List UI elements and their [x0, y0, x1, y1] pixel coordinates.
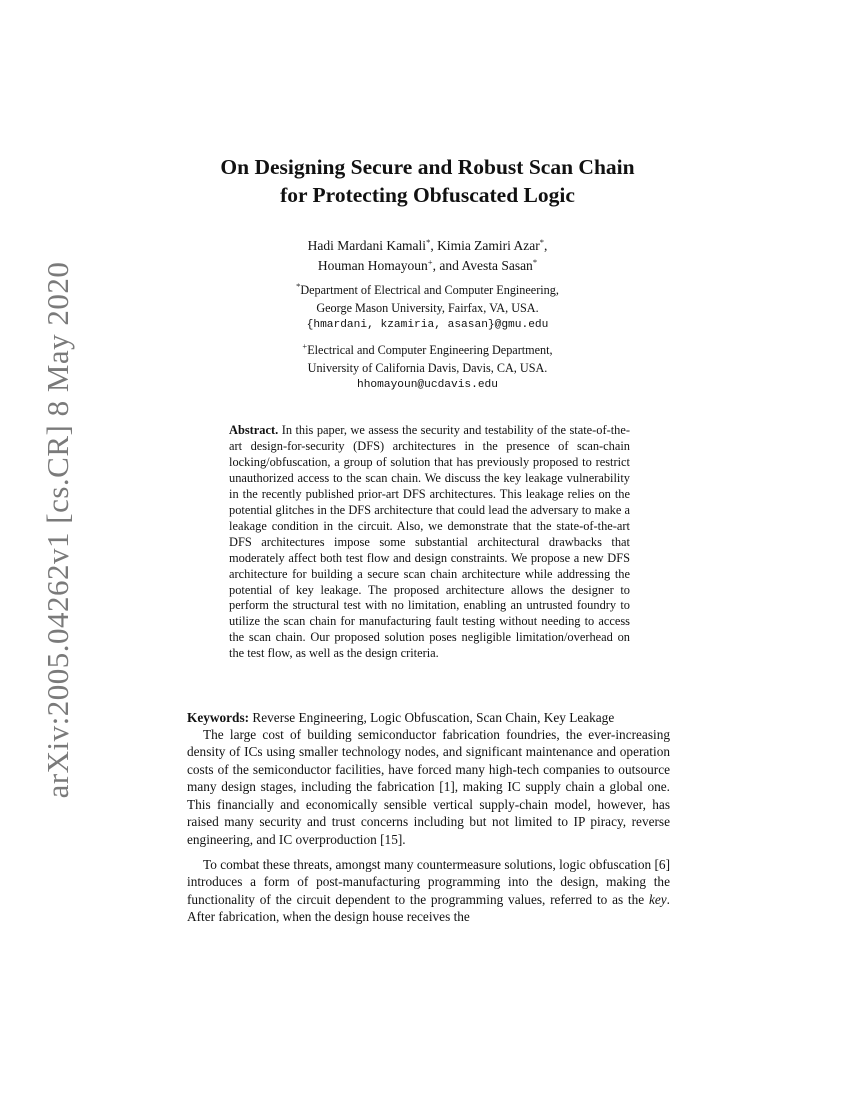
affiliation-institution: George Mason University, Fairfax, VA, USA.: [316, 300, 539, 315]
intro-paragraph-1: The large cost of building semiconductor fabrication foundries, the ever-increasing density of ICs using smaller technology nodes, and significant maintenance and operation costs of the semiconductor facilities, have forced many high-tech companies to outsource many design stages, including the fabrication [1], making IC supply chain a global one. This financially and economically sensible vertical supply-chain model, however, has raised many security and trust concerns including but not limited to IP piracy, reverse engineering, and IC overproduction [15].: [187, 727, 670, 847]
author-name: Hadi Mardani Kamali: [307, 238, 427, 253]
affiliation-institution: University of California Davis, Davis, CA, USA.: [307, 360, 548, 375]
affiliation-mark: *: [532, 257, 538, 267]
affiliation-ucdavis: [150, 342, 705, 395]
author-name: Houman Homayoun: [317, 258, 428, 273]
affiliation-mark: +: [302, 341, 308, 351]
abstract-text: In this paper, we assess the security and testability of the state-of-the-art design-for-security (DFS) architectures in the presence of scan-chain locking/obfuscation, a group of solution that has previously proposed to restrict unauthorized access to the scan chain. We discuss the key leakage vulnerability in the recently published prior-art DFS architectures. This leakage relies on the potential glitches in the DFS architecture that could lead the adversary to make a leakage condition in the circuit. Also, we demonstrate that the state-of-the-art DFS architectures impose some substantial architectural drawbacks that moderately affect both test flow and design constraints. We propose a new DFS architecture for building a secure scan chain architecture while addressing the potential of key leakage. The proposed architecture allows the designer to perform the structural test with no limitation, enabling an untrusted foundry to utilize the scan chain for manufacturing fault testing without needing to access the scan chain. Our proposed solution poses negligible limitation/overhead on the test flow, as well as the design criteria.: [229, 423, 630, 661]
affiliation-emails: {hmardani, kzamiria, asasan}@gmu.edu: [306, 319, 549, 331]
affiliation-mark: +: [427, 257, 433, 267]
author-list: [150, 236, 705, 276]
author-name: Kimia Zamiri Azar: [437, 238, 540, 253]
title-line-2: for Protecting Obfuscated Logic: [280, 183, 575, 207]
affiliation-department: Department of Electrical and Computer Engineering,: [300, 283, 559, 297]
keywords-label: Keywords:: [187, 710, 250, 725]
affiliation-mark: *: [296, 281, 301, 291]
arxiv-identifier-stamp: arXiv:2005.04262v1 [cs.CR] 8 May 2020: [40, 261, 75, 799]
affiliation-email: hhomayoun@ucdavis.edu: [357, 379, 498, 391]
keywords-text: Reverse Engineering, Logic Obfuscation, Scan Chain, Key Leakage: [252, 710, 615, 725]
author-line-1: Hadi Mardani Kamali*, Kimia Zamiri Azar*,: [307, 237, 548, 253]
abstract-label: Abstract.: [229, 423, 279, 437]
paper-title: [150, 153, 705, 209]
affiliation-mark: *: [426, 237, 431, 247]
affiliation-department: Electrical and Computer Engineering Department,: [307, 343, 553, 357]
abstract: [229, 423, 630, 662]
keywords: [187, 709, 670, 727]
author-name: Avesta Sasan: [461, 258, 533, 273]
affiliation-gmu: [150, 282, 705, 335]
affiliation-mark: *: [539, 237, 545, 247]
title-line-1: On Designing Secure and Robust Scan Chain: [220, 155, 635, 179]
author-line-2: Houman Homayoun+, and Avesta Sasan*: [317, 257, 538, 273]
intro-paragraph-2: To combat these threats, amongst many countermeasure solutions, logic obfuscation [6] introduces a form of post-manufacturing programming into the design, making the functionality of the circuit dependent to the programming values, referred to as the key. After fabrication, when the design house receives the: [187, 857, 670, 925]
key-term: key: [648, 891, 667, 907]
